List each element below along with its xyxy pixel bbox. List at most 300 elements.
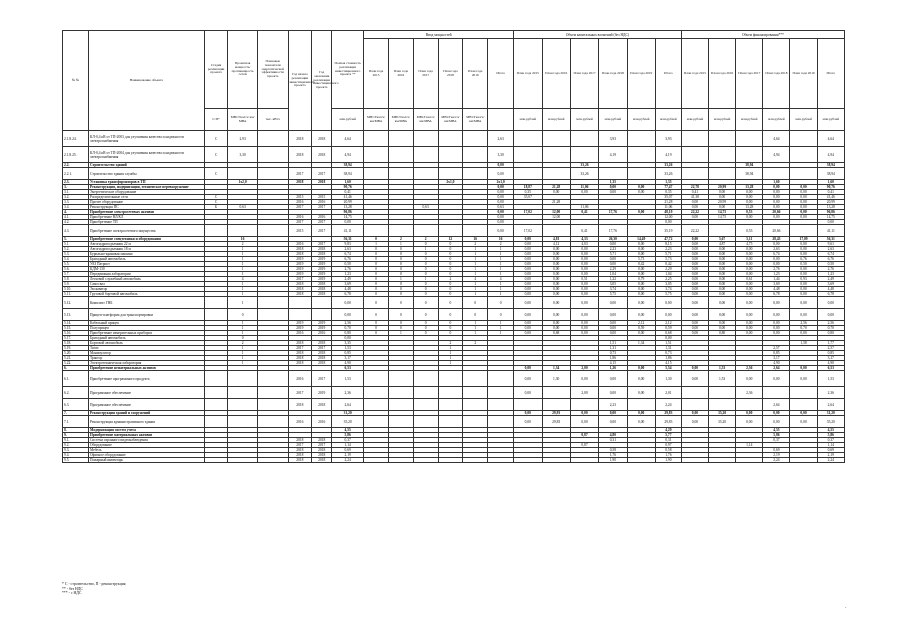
table-cell: 2018	[288, 282, 312, 287]
table-cell: 2018	[288, 438, 312, 443]
table-cell: 3.	[63, 185, 89, 190]
unit-eff: тыс. кВтч	[257, 109, 288, 131]
table-cell: 2	[413, 237, 438, 242]
table-cell: 0	[413, 242, 438, 247]
table-cell: 2	[438, 341, 463, 346]
table-cell: 0,00	[570, 267, 598, 272]
table-cell: 35,20	[817, 416, 844, 428]
table-cell: 0,00	[514, 247, 542, 252]
table-cell: 0,00	[736, 262, 763, 267]
table-cell: 2016	[312, 200, 332, 205]
table-cell: 0,00	[514, 262, 542, 267]
table-cell	[463, 399, 488, 411]
table-cell: Автогидроподъемник 22 м	[88, 242, 204, 247]
table-cell: 31,20	[817, 411, 844, 416]
unit-phys-total	[488, 109, 514, 131]
table-cell: 17,76	[599, 210, 627, 215]
table-cell: 2,23	[599, 399, 627, 411]
table-cell: 2017	[312, 242, 332, 247]
table-cell	[257, 297, 288, 309]
table-cell	[364, 399, 389, 411]
footnote: *** - с НДС	[62, 591, 82, 596]
table-cell: Бригадный автомобиль	[88, 257, 204, 262]
table-cell	[709, 131, 736, 147]
table-cell	[438, 387, 463, 399]
table-cell: 4,55	[763, 428, 790, 433]
table-cell: 5,75	[655, 292, 681, 297]
table-cell: Система охранного видеонаблюдения	[88, 438, 204, 443]
table-cell: 2,23	[655, 247, 681, 252]
table-cell: КЛ-0,4 кВ от ТП-2004 для улучшения качества и надежности электроснабжения	[88, 147, 204, 163]
table-cell: 2	[228, 341, 258, 346]
table-cell: 0,00	[599, 257, 627, 262]
table-cell: 0,00	[817, 220, 844, 225]
table-cell: 8,15	[655, 242, 681, 247]
table-cell: 0,00	[736, 416, 763, 428]
table-cell: 17,09	[790, 237, 817, 242]
table-cell: 2,76	[332, 267, 364, 272]
table-cell	[388, 147, 413, 163]
table-cell: 0,00	[736, 292, 763, 297]
unit-money: млн.рублей	[599, 109, 627, 131]
table-cell: 0	[413, 326, 438, 331]
table-cell: 0	[438, 292, 463, 297]
table-cell: 1,34	[627, 341, 655, 346]
table-cell: 20,99	[709, 185, 736, 190]
table-cell	[542, 131, 570, 147]
table-cell	[627, 168, 655, 180]
table-cell: 0,00	[790, 292, 817, 297]
table-cell: 1	[228, 346, 258, 351]
table-cell: 41,11	[817, 225, 844, 237]
table-cell: 4,64	[817, 131, 844, 147]
table-cell: 0,00	[790, 272, 817, 277]
table-cell: 0,00	[790, 247, 817, 252]
table-cell	[681, 147, 708, 163]
table-cell: 0,68	[542, 331, 570, 336]
table-cell: Приобретение спецтехники и оборудования	[88, 237, 204, 242]
table-cell: 0,00	[709, 282, 736, 287]
table-cell: 0	[388, 267, 413, 272]
table-cell	[364, 371, 389, 387]
table-cell: 2,00	[570, 366, 598, 371]
table-cell: 0,00	[514, 321, 542, 326]
table-cell: 16	[228, 237, 258, 242]
table-cell: 0,87	[570, 443, 598, 448]
table-cell: 0,00	[736, 215, 763, 220]
table-cell: 0,00	[763, 200, 790, 205]
table-cell: 2018	[288, 341, 312, 346]
table-cell: 2,36	[332, 387, 364, 399]
table-cell: 0,70	[332, 326, 364, 331]
table-row	[63, 168, 845, 180]
fin-year-header: План года 2019	[790, 39, 817, 109]
table-cell: 2019	[288, 267, 312, 272]
table-cell: 1	[228, 262, 258, 267]
table-cell: 0,00	[763, 297, 790, 309]
table-cell: 5.1.	[63, 242, 89, 247]
table-cell: 1,31	[599, 346, 627, 351]
table-cell: 2,25	[655, 277, 681, 282]
table-cell	[257, 168, 288, 180]
table-row	[63, 147, 845, 163]
table-cell: Комплект ГНБ	[88, 297, 204, 309]
table-cell: 0,00	[627, 210, 655, 215]
table-cell: 0,00	[542, 247, 570, 252]
table-cell: 35,20	[332, 416, 364, 428]
table-cell	[438, 371, 463, 387]
table-cell: Тягач	[88, 346, 204, 351]
table-cell: 3,69	[817, 282, 844, 287]
table-cell: 26,30	[599, 237, 627, 242]
table-cell	[228, 225, 258, 237]
table-cell: 2019	[288, 326, 312, 331]
table-cell: 2018	[312, 131, 332, 147]
table-cell: 4,75	[736, 242, 763, 247]
table-cell	[388, 131, 413, 147]
table-cell: 1,35	[655, 180, 681, 185]
table-cell	[681, 399, 708, 411]
table-cell: 1	[488, 287, 514, 292]
table-cell: 0,00	[488, 185, 514, 190]
table-cell: С	[204, 200, 228, 205]
table-cell: 1	[228, 361, 258, 366]
table-cell: 0	[413, 297, 438, 309]
table-cell: 0,41	[570, 210, 598, 215]
table-cell	[599, 168, 627, 180]
table-cell: 0,00	[736, 297, 763, 309]
table-cell: 0	[413, 272, 438, 277]
table-cell: Трактор	[88, 356, 204, 361]
table-cell: 0,00	[790, 210, 817, 215]
table-cell: 1	[228, 282, 258, 287]
table-cell: 2.1.8.24.	[63, 131, 89, 147]
table-cell: 0,00	[709, 257, 736, 262]
table-cell: 0,00	[681, 277, 708, 282]
table-cell: 0,00	[709, 205, 736, 210]
table-cell: Строительство зданий	[88, 163, 204, 168]
table-cell: 2,57	[763, 346, 790, 351]
table-cell: 0,00	[790, 200, 817, 205]
table-cell	[790, 168, 817, 180]
table-cell: 0	[413, 287, 438, 292]
table-cell: 13,28	[736, 185, 763, 190]
table-cell: 2.2.	[63, 163, 89, 168]
investment-program-document	[62, 30, 845, 463]
table-cell: 2018	[288, 356, 312, 361]
table-cell: 2,64	[763, 399, 790, 411]
table-cell: 2018	[288, 292, 312, 297]
table-cell: 29,83	[655, 416, 681, 428]
table-cell	[736, 131, 763, 147]
table-cell: 22,78	[681, 185, 708, 190]
table-cell: 4,81	[542, 237, 570, 242]
table-cell: 0	[364, 272, 389, 277]
table-cell	[413, 399, 438, 411]
table-cell: 0,00	[817, 309, 844, 321]
table-cell	[709, 399, 736, 411]
table-cell: 1	[413, 277, 438, 282]
table-cell: 0,00	[763, 190, 790, 195]
table-cell: 2018	[288, 247, 312, 252]
table-cell: Бурильно-крановая машина	[88, 252, 204, 257]
table-cell: 0,00	[681, 205, 708, 210]
table-cell: 5,11	[736, 237, 763, 242]
table-cell: 1,53	[709, 371, 736, 387]
table-cell	[288, 309, 312, 321]
table-cell: 0,00	[681, 200, 708, 205]
table-cell: КЛ-0,4 кВ от ТП-2003 для улучшения качества и надежности электроснабжения	[88, 131, 204, 147]
table-cell	[463, 147, 488, 163]
table-cell: 2	[463, 341, 488, 346]
table-cell: 0,63	[413, 205, 438, 210]
table-cell: 0	[438, 272, 463, 277]
table-cell: 0,00	[736, 371, 763, 387]
table-cell: 0,00	[570, 371, 598, 387]
table-cell: 47,72	[655, 237, 681, 242]
table-cell: 2019	[312, 321, 332, 326]
table-cell: 0,00	[681, 242, 708, 247]
table-cell	[364, 168, 389, 180]
table-cell: 0,00	[488, 195, 514, 200]
table-cell: 0,73	[655, 351, 681, 356]
table-cell	[514, 147, 542, 163]
table-cell: 0,00	[488, 168, 514, 180]
table-cell: 2019	[288, 262, 312, 267]
table-cell: 1	[463, 287, 488, 292]
table-cell: Электротехническая лаборатория	[88, 361, 204, 366]
table-cell: 1	[228, 326, 258, 331]
table-cell: 4.	[63, 210, 89, 215]
table-cell: 4,94	[763, 147, 790, 163]
table-cell: 11,06	[570, 205, 598, 210]
table-cell: 2018	[288, 180, 312, 185]
table-cell	[463, 131, 488, 147]
table-cell: 0,00	[542, 292, 570, 297]
table-cell: 2019	[312, 387, 332, 399]
table-cell: 2,56	[790, 321, 817, 326]
table-cell: 0,00	[709, 252, 736, 257]
table-cell	[463, 387, 488, 399]
phys-year-header: План года 2017	[413, 39, 438, 109]
unit-money: млн.рублей	[627, 109, 655, 131]
table-cell: Бригадный автомобиль	[88, 336, 204, 341]
table-cell: 0,00	[570, 247, 598, 252]
table-cell: 4,19	[655, 147, 681, 163]
table-cell	[627, 458, 655, 463]
phys-total-header: Итого	[488, 39, 514, 109]
table-cell: 35,19	[655, 225, 681, 237]
table-cell: 0,00	[542, 190, 570, 195]
table-cell: 0,00	[763, 309, 790, 321]
table-cell: 0,00	[332, 297, 364, 309]
table-cell: 0,00	[736, 267, 763, 272]
table-cell: Модернизация систем учета	[88, 428, 204, 433]
table-cell: 1	[488, 326, 514, 331]
table-cell	[438, 225, 463, 237]
table-cell	[463, 416, 488, 428]
table-cell: 2,49	[332, 277, 364, 282]
table-cell: 2,24	[817, 458, 844, 463]
table-cell	[627, 147, 655, 163]
table-cell: 2018	[288, 453, 312, 458]
table-cell: 0,00	[599, 262, 627, 267]
table-cell: 2019	[288, 321, 312, 326]
table-cell: 5.5.	[63, 262, 89, 267]
table-cell: 1	[228, 356, 258, 361]
table-cell: 0,00	[709, 309, 736, 321]
table-cell: 0,37	[763, 438, 790, 443]
table-cell	[709, 168, 736, 180]
table-cell: 90,76	[332, 185, 364, 190]
unit-money: млн.рублей	[570, 109, 598, 131]
table-cell: 2,29	[599, 267, 627, 272]
table-cell	[438, 458, 463, 463]
table-cell	[413, 416, 438, 428]
table-cell: 0,00	[570, 190, 598, 195]
table-cell: Реконструкция зданий и сооружений	[88, 411, 204, 416]
unit-money: млн.рублей	[709, 109, 736, 131]
table-cell: 1	[488, 321, 514, 326]
table-cell: 4,33	[570, 237, 598, 242]
unit-full-cost: млн.рублей	[332, 109, 364, 131]
table-cell: 0,00	[709, 277, 736, 282]
table-cell: 2017	[312, 443, 332, 448]
table-cell: 4,12	[542, 242, 570, 247]
table-cell: 20,66	[763, 225, 790, 237]
table-cell: 0,00	[655, 309, 681, 321]
table-cell: 28,43	[763, 237, 790, 242]
table-cell: 12,00	[655, 215, 681, 220]
table-cell	[312, 309, 332, 321]
table-cell: 0	[364, 267, 389, 272]
table-cell: Передвижная лаборатория	[88, 272, 204, 277]
table-cell: 2,29	[655, 267, 681, 272]
table-cell: 0,00	[627, 411, 655, 416]
table-cell: 2016	[288, 331, 312, 336]
table-cell: 0,00	[514, 257, 542, 262]
table-cell: 2.1.8.25.	[63, 147, 89, 163]
table-cell: 0	[388, 292, 413, 297]
table-cell: 2,64	[817, 399, 844, 411]
table-cell: 0,00	[570, 292, 598, 297]
table-cell: 1,14	[332, 443, 364, 448]
table-cell: 35,07	[514, 195, 542, 200]
table-cell: 0,00	[709, 195, 736, 200]
table-cell: 1х2,0	[228, 180, 258, 185]
table-cell: 0,00	[627, 292, 655, 297]
table-cell: 38,94	[332, 168, 364, 180]
table-cell: 5.21.	[63, 356, 89, 361]
table-cell: 2,63	[488, 131, 514, 147]
table-cell	[488, 458, 514, 463]
fin-year-header: План года 2018	[763, 39, 790, 109]
table-cell: 13,28	[817, 205, 844, 210]
table-cell: 5.16.	[63, 331, 89, 336]
table-cell: 0,00	[542, 252, 570, 257]
table-cell: 1,76	[655, 453, 681, 458]
table-cell: 0,00	[763, 411, 790, 416]
col-capacity-header: Проектная мощность/ протяженность сетей	[228, 31, 258, 109]
table-cell: 0,00	[514, 277, 542, 282]
table-cell	[413, 387, 438, 399]
table-cell: 90,76	[817, 185, 844, 190]
table-cell: 0,00	[709, 326, 736, 331]
table-cell	[627, 131, 655, 147]
unit-phys: МВт/Гкал/ч/км/МВА	[463, 109, 488, 131]
table-cell: 0,00	[790, 190, 817, 195]
table-cell: 1,51	[655, 341, 681, 346]
investment-table	[62, 30, 845, 463]
table-cell: 0,00	[570, 297, 598, 309]
table-cell: 0	[228, 336, 258, 341]
table-cell: 0,35	[655, 190, 681, 195]
table-cell: 17,02	[514, 225, 542, 237]
table-cell: 3,74	[599, 287, 627, 292]
table-cell: 5.10.	[63, 287, 89, 292]
table-cell: 5.22.	[63, 361, 89, 366]
table-cell: 1,53	[817, 371, 844, 387]
table-cell: 0,53	[736, 225, 763, 237]
table-cell	[364, 131, 389, 147]
table-cell: 0,00	[790, 242, 817, 247]
table-cell	[228, 387, 258, 399]
table-cell: 0,00	[763, 321, 790, 326]
table-cell: 4,90	[817, 361, 844, 366]
footnote: ** - без НДС	[62, 586, 83, 591]
table-cell: Прицеп-платформа для транспортировки	[88, 309, 204, 321]
table-cell: 1	[388, 242, 413, 247]
table-cell: 0,59	[627, 326, 655, 331]
table-cell: 0,00	[681, 267, 708, 272]
table-cell: 0,00	[627, 272, 655, 277]
table-cell: 0,00	[736, 309, 763, 321]
table-cell: 2017	[312, 346, 332, 351]
table-cell: 2,57	[817, 346, 844, 351]
table-cell	[257, 147, 288, 163]
table-cell: 0,00	[790, 309, 817, 321]
table-cell: 1	[438, 361, 463, 366]
table-cell: 3,74	[655, 287, 681, 292]
table-cell: 1,90	[599, 458, 627, 463]
table-cell: 0,00	[681, 292, 708, 297]
table-cell: 1,53	[332, 346, 364, 351]
table-cell: 1	[463, 252, 488, 257]
table-cell: 0,00	[488, 210, 514, 215]
table-cell: 2,93	[228, 131, 258, 147]
table-cell: 5.11.	[63, 292, 89, 297]
table-cell: 2,36	[817, 387, 844, 399]
table-cell: 2016	[288, 416, 312, 428]
table-cell: 0,85	[332, 351, 364, 356]
table-cell: 3,05	[599, 282, 627, 287]
table-cell	[570, 458, 598, 463]
table-cell: 0,00	[599, 185, 627, 190]
table-cell: 0,80	[332, 331, 364, 336]
table-cell: 3.2.	[63, 195, 89, 200]
table-cell	[204, 371, 228, 387]
table-body	[63, 131, 845, 463]
table-cell: 0,69	[817, 448, 844, 453]
table-cell: 1,22	[599, 277, 627, 282]
table-cell: Приобретение материальных активов	[88, 433, 204, 438]
table-cell	[488, 387, 514, 399]
table-cell: 6.	[63, 366, 89, 371]
table-cell: 5,54	[655, 366, 681, 371]
table-cell: 2,23	[599, 247, 627, 252]
table-cell: 4	[228, 277, 258, 282]
table-cell: 1,90	[655, 458, 681, 463]
